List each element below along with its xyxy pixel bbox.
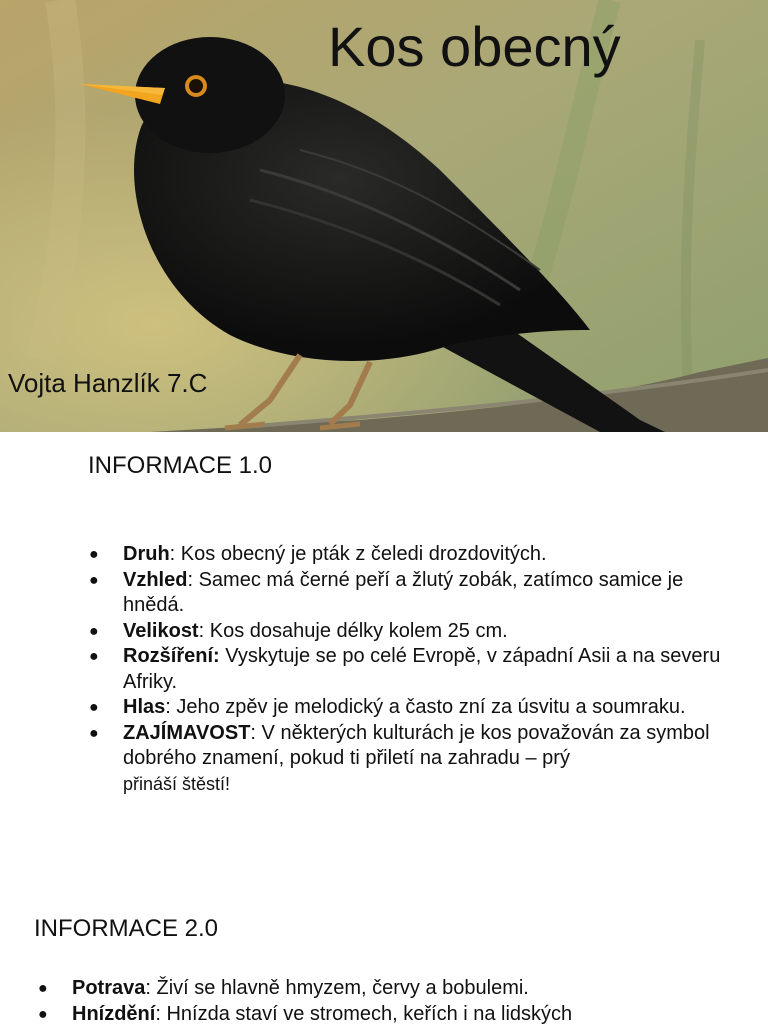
item-sep: : (187, 569, 198, 591)
item-text: Kos dosahuje délky kolem 25 cm. (210, 620, 508, 642)
info1-heading: INFORMACE 1.0 (88, 451, 272, 481)
item-term: Druh (123, 543, 170, 565)
item-tail: přináší štěstí! (123, 774, 230, 794)
info2-list (38, 976, 738, 1027)
item-term: ZAJÍMAVOST (123, 722, 250, 744)
item-term: Velikost (123, 620, 199, 642)
list-item (89, 568, 739, 619)
item-text: Jeho zpěv je melodický a často zní za úsvitu a soumraku. (176, 696, 685, 718)
item-text: Vyskytuje se po celé Evropě, v západní Asii a na severu Afriky. (123, 645, 720, 693)
item-text: Hnízda staví ve stromech, keřích i na lidských (166, 1003, 572, 1025)
list-item (89, 644, 739, 695)
list-item (89, 695, 739, 721)
list-item (89, 721, 739, 798)
item-text: Živí se hlavně hmyzem, červy a bobulemi. (157, 977, 529, 999)
item-sep: : (145, 977, 156, 999)
slide-title: Kos obecný (328, 14, 621, 80)
item-sep: : (170, 543, 181, 565)
item-sep: : (250, 722, 261, 744)
item-sep: : (165, 696, 176, 718)
item-sep: : (155, 1003, 166, 1025)
item-term: Potrava (72, 977, 145, 999)
item-text: Kos obecný je pták z čeledi drozdovitých. (181, 543, 547, 565)
item-text: Samec má černé peří a žlutý zobák, zatímco samice je hnědá. (123, 569, 683, 617)
list-item (89, 619, 739, 645)
author-name: Vojta Hanzlík 7.C (8, 366, 207, 400)
list-item (38, 1002, 738, 1027)
item-sep: : (199, 620, 210, 642)
item-term: Vzhled (123, 569, 187, 591)
info2-heading: INFORMACE 2.0 (34, 914, 218, 944)
title-slide (0, 0, 768, 432)
item-term: Hlas (123, 696, 165, 718)
item-term: Hnízdění (72, 1003, 155, 1025)
item-text: V některých kulturách je kos považován za symbol dobrého znamení, pokud ti přiletí na zahradu – prý (123, 722, 710, 770)
list-item (38, 976, 738, 1002)
item-term: Rozšíření: (123, 645, 220, 667)
list-item (89, 542, 739, 568)
info1-list (89, 542, 739, 797)
